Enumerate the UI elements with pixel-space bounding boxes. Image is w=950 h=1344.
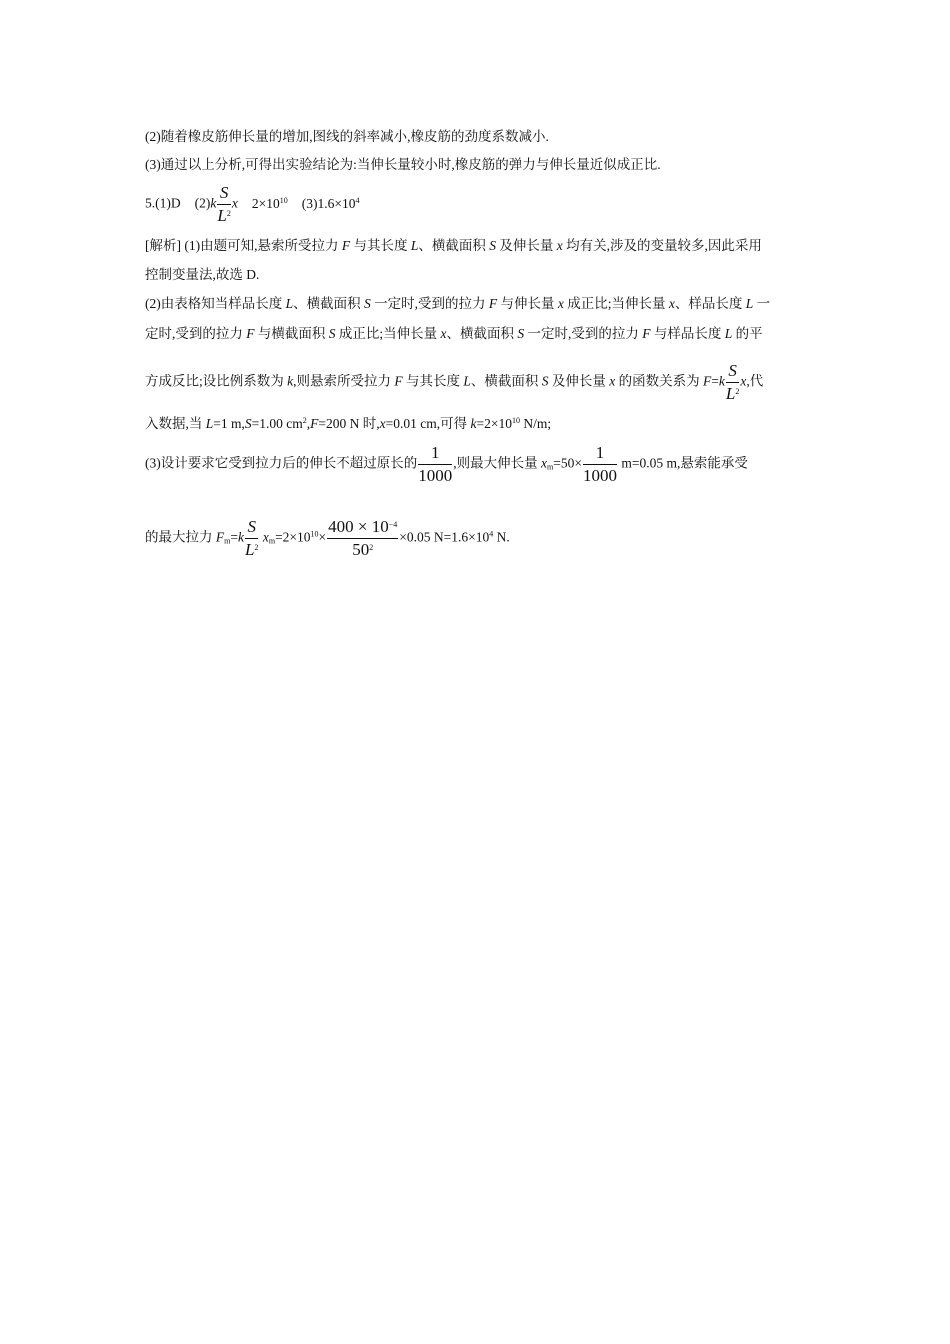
explanation-1-line-2: 控制变量法,故选 D. xyxy=(145,267,260,282)
explanation-3-line-2: 的最大拉力 $F_m=k$ $\frac{S}{L^2}$ $x_m=2\times 10^{10}\times$ $\frac{400 \times 10^{-4}}{50^2}$ ×0.05 $N=1.6\times 10^4$ N. xyxy=(145,517,510,559)
fraction-s-over-l2: $\frac{S}{L^2}$ xyxy=(244,517,259,559)
explanation-2-line-2: 定时,受到的拉力 F 与横截面积 S 成正比;当伸长量 x、横截面积 S 一定时,受到的拉力 F 与样品长度 L 的平 xyxy=(145,326,763,341)
fraction-1-over-1000: $\frac{1}{1000}$ xyxy=(418,443,453,485)
explanation-2-line-4: 入数据,当 L=1 m,S=1.00 $cm^2,F=200$ N 时,x=0.01 cm,可得 $k=2\times 10^{10}$ N/m; xyxy=(145,416,552,431)
var-x: x xyxy=(231,195,238,211)
answer-line-3: (3)通过以上分析,可得出实验结论为:当伸长量较小时,橡皮筋的弹力与伸长量近似成正比. xyxy=(145,157,661,172)
answer-5 xyxy=(145,183,359,226)
frac-denominator: $L^2$ xyxy=(217,206,231,225)
frac-numerator: S xyxy=(217,183,230,205)
fraction-1-over-1000: $\frac{1}{1000}$ xyxy=(582,443,617,485)
fraction-s-over-l2: $\frac{S}{L^2}$ xyxy=(725,361,740,403)
answer-5-part3: $(3)1.6\times 10^4$ xyxy=(301,195,360,211)
var-k: k xyxy=(210,195,217,211)
answer-5-part2-label: (2) xyxy=(194,195,211,211)
answer-line-2: (2)随着橡皮筋伸长量的增加,图线的斜率减小,橡皮筋的劲度系数减小. xyxy=(145,129,549,144)
fraction-400e-4-over-50sq: $\frac{400 \times 10^{-4}}{50^2}$ xyxy=(328,517,398,559)
answer-5-value-k: $2\times 10^{10}$ xyxy=(251,195,288,211)
answer-5-part1: 5.(1)D xyxy=(145,195,181,211)
explanation-2-line-3: 方成反比;设比例系数为 k,则悬索所受拉力 F 与其长度 L、横截面积 S 及伸长量 x 的函数关系为 F=k $\frac{S}{L^2}$ x,代 xyxy=(145,361,764,403)
explanation-1-line-1: [解析] (1)由题可知,悬索所受拉力 F 与其长度 L、横截面积 S 及伸长量 x 均有关,涉及的变量较多,因此采用 xyxy=(145,238,762,253)
fraction-s-over-l2 xyxy=(217,183,230,226)
explanation-3-line-1: (3)设计要求它受到拉力后的伸长不超过原长的 $\frac{1}{1000}$ ,则最大伸长量 $x_m=50\times$ $\frac{1}{1000}$ m=0.05 m,悬索能承受 xyxy=(145,443,748,485)
explanation-2-line-1: (2)由表格知当样品长度 L、横截面积 S 一定时,受到的拉力 F 与伸长量 x 成正比;当伸长量 x、样品长度 L 一 xyxy=(145,296,771,311)
